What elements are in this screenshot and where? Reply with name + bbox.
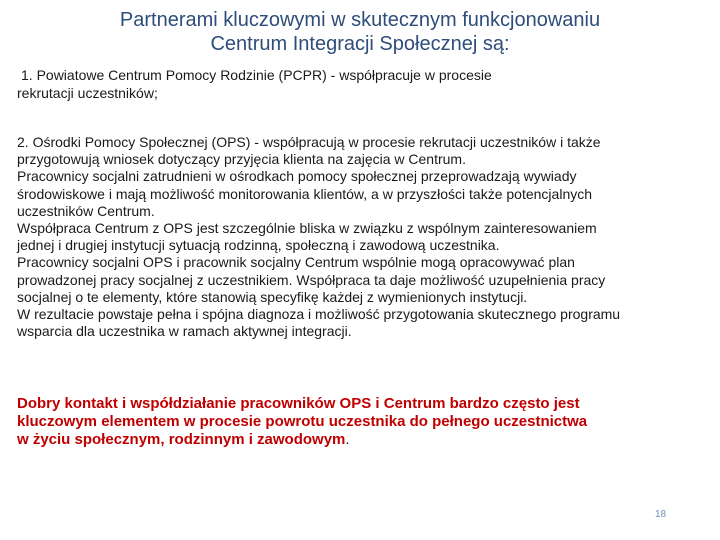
item-pcpr-lead: 1. Powiatowe Centrum Pomocy Rodzinie (PCPR) - [21,67,340,83]
item-ops-line: W rezultacie powstaje pełna i spójna diagnoza i możliwość przygotowania skutecznego programu [17,306,621,323]
slide-title-line-1: Partnerami kluczowymi w skutecznym funkcjonowaniu [119,9,601,31]
emphasis-line: w życiu społecznym, rodzinnym i zawodowym [17,431,346,448]
item-ops [17,134,709,340]
item-pcpr-text-first: współpracuje w procesie [339,67,492,83]
slide-title-line-2: Centrum Integracji Społecznej są: [210,33,510,55]
item-pcpr-text-second: rekrutacji uczestników; [17,85,158,101]
item-ops-line: Współpraca Centrum z OPS jest szczególnie bliska w związku z wspólnym zainteresowaniem [17,220,597,237]
emphasis-line: Dobry kontakt i współdziałanie pracowników OPS i Centrum bardzo często jest [17,395,580,412]
item-ops-line: prowadzonej pracy socjalnej z uczestnikiem. Współpraca ta daje możliwość uzupełnienia pracy [17,271,606,288]
item-ops-line: wsparcia dla uczestnika w ramach aktywnej integracji. [17,323,352,340]
item-ops-line: środowiskowe i mają możliwość monitorowania klientów, a w przyszłości także potencjalnych [17,185,593,202]
emphasis-paragraph [17,395,709,449]
item-ops-line: przygotowują wniosek dotyczący przyjęcia klienta na zajęcia w Centrum. [17,151,466,168]
item-pcpr [17,66,707,102]
item-ops-line: socjalnej o te elementy, które stanowią specyfikę każdej z wymienionych instytucji. [17,288,528,305]
emphasis-line: kluczowym elementem w procesie powrotu uczestnika do pełnego uczestnictwa [17,413,588,430]
item-ops-line: uczestników Centrum. [17,202,155,219]
item-ops-line: jednej i drugiej instytucji sytuacją rodzinną, społeczną i zawodową uczestnika. [17,237,500,254]
item-ops-line: 2. Ośrodki Pomocy Społecznej (OPS) - współpracują w procesie rekrutacji uczestników i także [17,134,601,150]
item-ops-line: Pracownicy socjalni zatrudnieni w ośrodkach pomocy społecznej przeprowadzają wywiady [17,168,577,185]
item-ops-line: Pracownicy socjalni OPS i pracownik socjalny Centrum wspólnie mogą opracowywać plan [17,254,575,271]
slide-title [0,8,720,56]
page-number: 18 [655,509,667,520]
emphasis-period: . [345,431,350,448]
